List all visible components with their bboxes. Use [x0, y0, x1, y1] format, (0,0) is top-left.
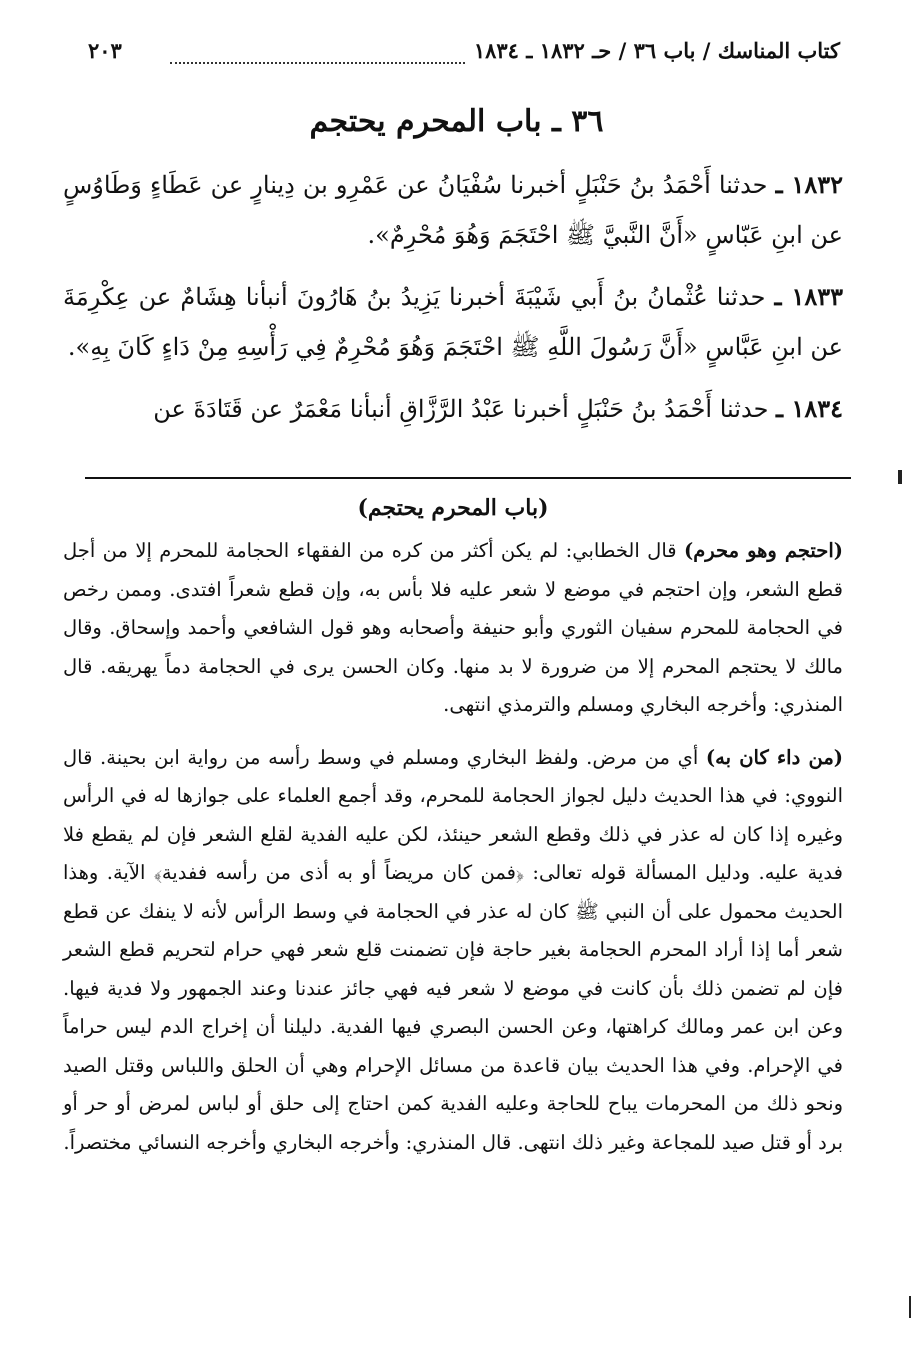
running-title: كتاب المناسك / باب ٣٦ / حـ ١٨٣٢ ـ ١٨٣٤ [473, 38, 840, 63]
hadith-number: ١٨٣٢ ـ [775, 170, 843, 199]
commentary-lemma: (من داء كان به) [705, 745, 843, 769]
running-header [88, 38, 840, 78]
commentary-lemma: (احتجم وهو محرم) [684, 539, 843, 562]
hadith-number: ١٨٣٤ ـ [776, 394, 843, 423]
commentary-paragraph [63, 739, 843, 1163]
hadith-1834 [63, 384, 843, 434]
scan-mark [898, 470, 902, 484]
commentary [63, 488, 843, 1176]
hadith-text: حدثنا عُثْمانُ بنُ أَبي شَيْبَةَ أخبرنا يَزِيدُ بنُ هَارُونَ أنبأنا هِشَامٌ عن عِكْرِمَةَ عن ابنِ عَبَّاسٍ «أَنَّ رَسُولَ اللَّهِ ﷺ احْتَجَمَ وَهُوَ مُحْرِمٌ فِي رَأْسِهِ مِنْ دَاءٍ كَانَ بِهِ». [63, 283, 843, 361]
hadith-list [63, 160, 843, 446]
chapter-title: ٣٦ ـ باب المحرم يحتجم [309, 104, 604, 139]
hadith-number: ١٨٣٣ ـ [774, 282, 843, 311]
commentary-text: قال الخطابي: لم يكن أكثر من كره من الفقهاء الحجامة للمحرم إلا من أجل قطع الشعر، وإن احتجم في موضع لا شعر عليه فلا بأس به، وإن قطع شعراً افتدى. وممن رخص في الحجامة للمحرم سفيان الثوري وأبو حنيفة وأصحابه وهو قول الشافعي وأحمد وإسحاق. وقال مالك لا يحتجم المحرم إلا من ضرورة لا بد منها. وكان الحسن يرى في الحجامة دماً يهريقه. قال المنذري: وأخرجه البخاري ومسلم والترمذي انتهى. [63, 539, 843, 716]
section-divider [85, 477, 851, 479]
hadith-1833 [63, 272, 843, 372]
commentary-text: أي من مرض. ولفظ البخاري ومسلم في وسط رأسه من رواية ابن بحينة. قال النووي: في هذا الحديث دليل لجواز الحجامة للمحرم، وقد أجمع العلماء على جوازها له في الرأس وغيره إذا كان له عذر في ذلك وقطع الشعر حينئذ، لكن عليه الفدية لقلع الشعر فإن لم يقطع فلا فدية عليه. ودليل المسألة قوله تعالى: ﴿فمن كان مريضاً أو به أذى من رأسه ففدية﴾ الآية. وهذا الحديث محمول على أن النبي ﷺ كان له عذر في الحجامة في وسط الرأس لأنه لا ينفك عن قطع شعر أما إذا أراد المحرم الحجامة بغير حاجة فإن تضمنت قلع شعر فهي حرام لتحريم قطع الشعر فإن لم تضمن ذلك بأن كانت في موضع لا شعر فيه فهي جائز عندنا وعند الجمهور ولا فدية فيها. وعن ابن عمر ومالك كراهتها، وعن الحسن البصري فيها الفدية. دليلنا أن إخراج الدم ليس حراماً في الإحرام. وفي هذا الحديث بيان قاعدة من مسائل الإحرام وهي أن الحلق واللباس وقتل الصيد ونحو ذلك من المحرمات يباح للحاجة وعليه الفدية كمن احتاج إلى حلق أو لباس لمرض أو حر أو برد أو قتل صيد للمجاعة وغير ذلك انتهى. قال المنذري: وأخرجه البخاري وأخرجه النسائي مختصراً. [63, 745, 843, 1154]
commentary-paragraph [63, 532, 843, 725]
page-number: ٢٠٣ [88, 38, 122, 63]
hadith-text: حدثنا أَحْمَدُ بنُ حَنْبَلٍ أخبرنا عَبْدُ الرَّزَّاقِ أنبأنا مَعْمَرٌ عن قَتَادَةَ عن [153, 395, 769, 423]
dotted-leader [170, 62, 465, 64]
hadith-1832 [63, 160, 843, 260]
hadith-text: حدثنا أَحْمَدُ بنُ حَنْبَلٍ أخبرنا سُفْيَانُ عن عَمْرِو بن دِينارٍ عن عَطَاءٍ وَطَاوُسٍ عن ابنِ عَبّاسٍ «أَنَّ النَّبيَّ ﷺ احْتَجَمَ وَهُوَ مُحْرِمٌ». [63, 171, 843, 249]
commentary-title: (باب المحرم يحتجم) [357, 495, 549, 521]
scan-mark [909, 1296, 911, 1318]
